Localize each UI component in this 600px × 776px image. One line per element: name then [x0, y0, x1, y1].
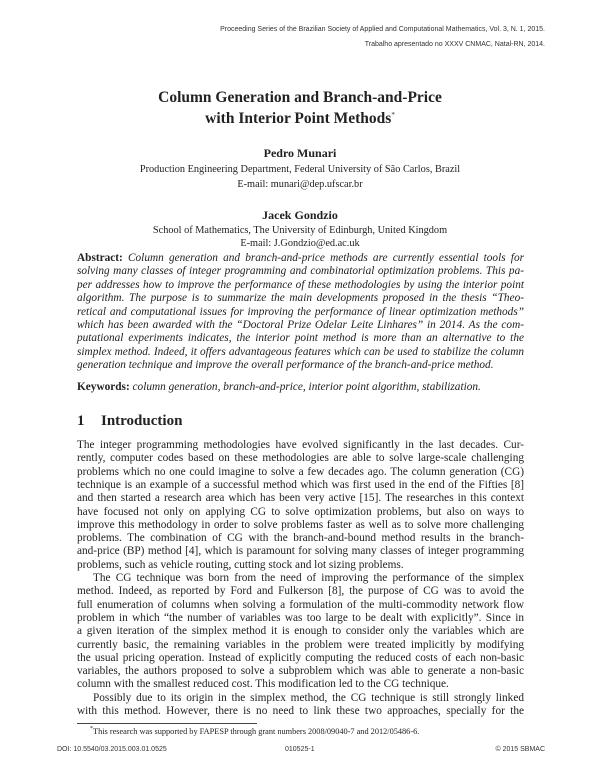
footnote-divider: [77, 723, 257, 724]
abstract-line: simplex method. Indeed, it offers advantageous features which can be used to stabilize the column: [77, 345, 524, 358]
footnote-mark: *: [391, 110, 395, 119]
conference-note: Trabalho apresentado no XXXV CNMAC, Natal-RN, 2014.: [364, 41, 545, 48]
body-line: problem in which “the number of variables was too large to be dealt with explicitly”. Since in: [77, 611, 524, 624]
keywords: [77, 381, 481, 394]
body-line: The CG technique was born from the need of improving the performance of the simplex: [93, 572, 524, 584]
body-line: currently basic, the remaining variables in the problem were treated implicitly by modifying: [77, 638, 524, 651]
body-line: with this method. However, there is no need to link these two approaches, specially for the: [77, 705, 524, 717]
abstract-line: putational experiments indicates, the interior point method is more than an alternative to the: [77, 332, 524, 345]
author-email: E-mail: munari@dep.ufscar.br: [237, 179, 363, 190]
body-line: technique is an example of a successful method which was first used in the end of the Fifties [8]: [77, 478, 524, 491]
footnote: [90, 727, 419, 737]
body-line: problems, such as vehicle routing, cutting stock and lot sizing problems.: [77, 558, 404, 571]
abstract-line: generation technique and improve the overall performance of the branch-and-price method.: [77, 359, 494, 372]
doi: DOI: 10.5540/03.2015.003.01.0525: [57, 746, 167, 753]
author-email: E-mail: J.Gondzio@ed.ac.uk: [240, 238, 360, 249]
page-number: 010525-1: [285, 746, 315, 753]
footnote-text: This research was supported by FAPESP through grant numbers 2008/09040-7 and 2012/05486-6.: [93, 727, 420, 736]
author-name: Pedro Munari: [263, 146, 337, 160]
body-line: column with the smallest reduced cost. This modification led to the CG technique.: [77, 678, 449, 691]
abstract-line: retical and computational issues for improving the performance of linear optimization methods”: [77, 305, 524, 318]
body-line: and-price (BP) method [4], which is paramount for solving many classes of integer programming: [77, 545, 524, 558]
journal-header: Proceeding Series of the Brazilian Society of Applied and Computational Mathematics, Vol. 3, N. 1, 2015.: [220, 26, 545, 33]
author-name: Jacek Gondzio: [262, 208, 338, 222]
section-number: 1: [77, 413, 85, 429]
body-line: have focused not only on applying CG to solve optimization problems, but also on ways to: [77, 505, 524, 518]
abstract-line: [77, 252, 524, 265]
author-affiliation: School of Mathematics, The University of Edinburgh, United Kingdom: [152, 225, 448, 236]
paper-title-line-2: [0, 109, 600, 128]
body-line: problems. The combination of CG with the branch-and-bound method results in the branch-: [77, 532, 524, 545]
section-heading: [77, 412, 182, 430]
abstract-line: solving many classes of integer programming and combinatorial optimization problems. This pa-: [77, 265, 524, 278]
abstract-line: which has been awarded with the “Doctoral Prize Odelar Leite Linhares” in 2014. As the com-: [77, 319, 524, 331]
body-line: full enumeration of columns when solving a formulation of the multi-commodity network flow: [77, 598, 524, 611]
body-line: method. Indeed, as reported by Ford and Fulkerson [8], the purpose of CG was to avoid the: [77, 585, 524, 598]
body-line: and then started a research area which has been very active [15]. The researches in this context: [77, 492, 524, 505]
abstract-text: Column generation and branch-and-price methods are currently essential tools for: [128, 252, 524, 264]
body-line: rently, computer codes based on these methodologies are able to solve large-scale challenging: [77, 452, 524, 465]
body-line: problems which no one could imagine to solve a few decades ago. The column generation (CG): [77, 465, 524, 478]
body-line: a given iteration of the simplex method it is enough to consider only the variables which are: [77, 625, 524, 638]
abstract-label: Abstract:: [77, 252, 123, 264]
abstract-line: per addresses how to improve the performance of these methodologies by using the interior point: [77, 278, 524, 291]
copyright: © 2015 SBMAC: [495, 746, 545, 753]
keywords-label: Keywords:: [77, 381, 130, 393]
body-line: Possibly due to its origin in the simplex method, the CG technique is still strongly linked: [93, 691, 524, 704]
section-title: Introduction: [101, 413, 183, 429]
keywords-text: column generation, branch-and-price, interior point algorithm, stabilization.: [132, 381, 481, 393]
paper-title-line-1: Column Generation and Branch-and-Price: [158, 89, 442, 106]
body-line: improve this methodology in order to solve problems faster as well as to solve more challenging: [77, 518, 524, 531]
footnote-marker: *: [90, 726, 93, 733]
body-line: variables, the authors proposed to solve a subproblem which was able to generate a non-basic: [77, 665, 524, 678]
body-line: The integer programming methodologies have evolved significantly in the last decades. Cur-: [77, 439, 524, 451]
abstract-line: algorithm. The purpose is to summarize the main developments proposed in the thesis “Theo-: [77, 292, 524, 305]
paper-title-text: with Interior Point Methods: [205, 110, 392, 127]
body-line: the usual pricing operation. Instead of explicitly computing the reduced costs of each non-basic: [77, 651, 524, 664]
author-affiliation: Production Engineering Department, Federal University of São Carlos, Brazil: [139, 164, 461, 175]
